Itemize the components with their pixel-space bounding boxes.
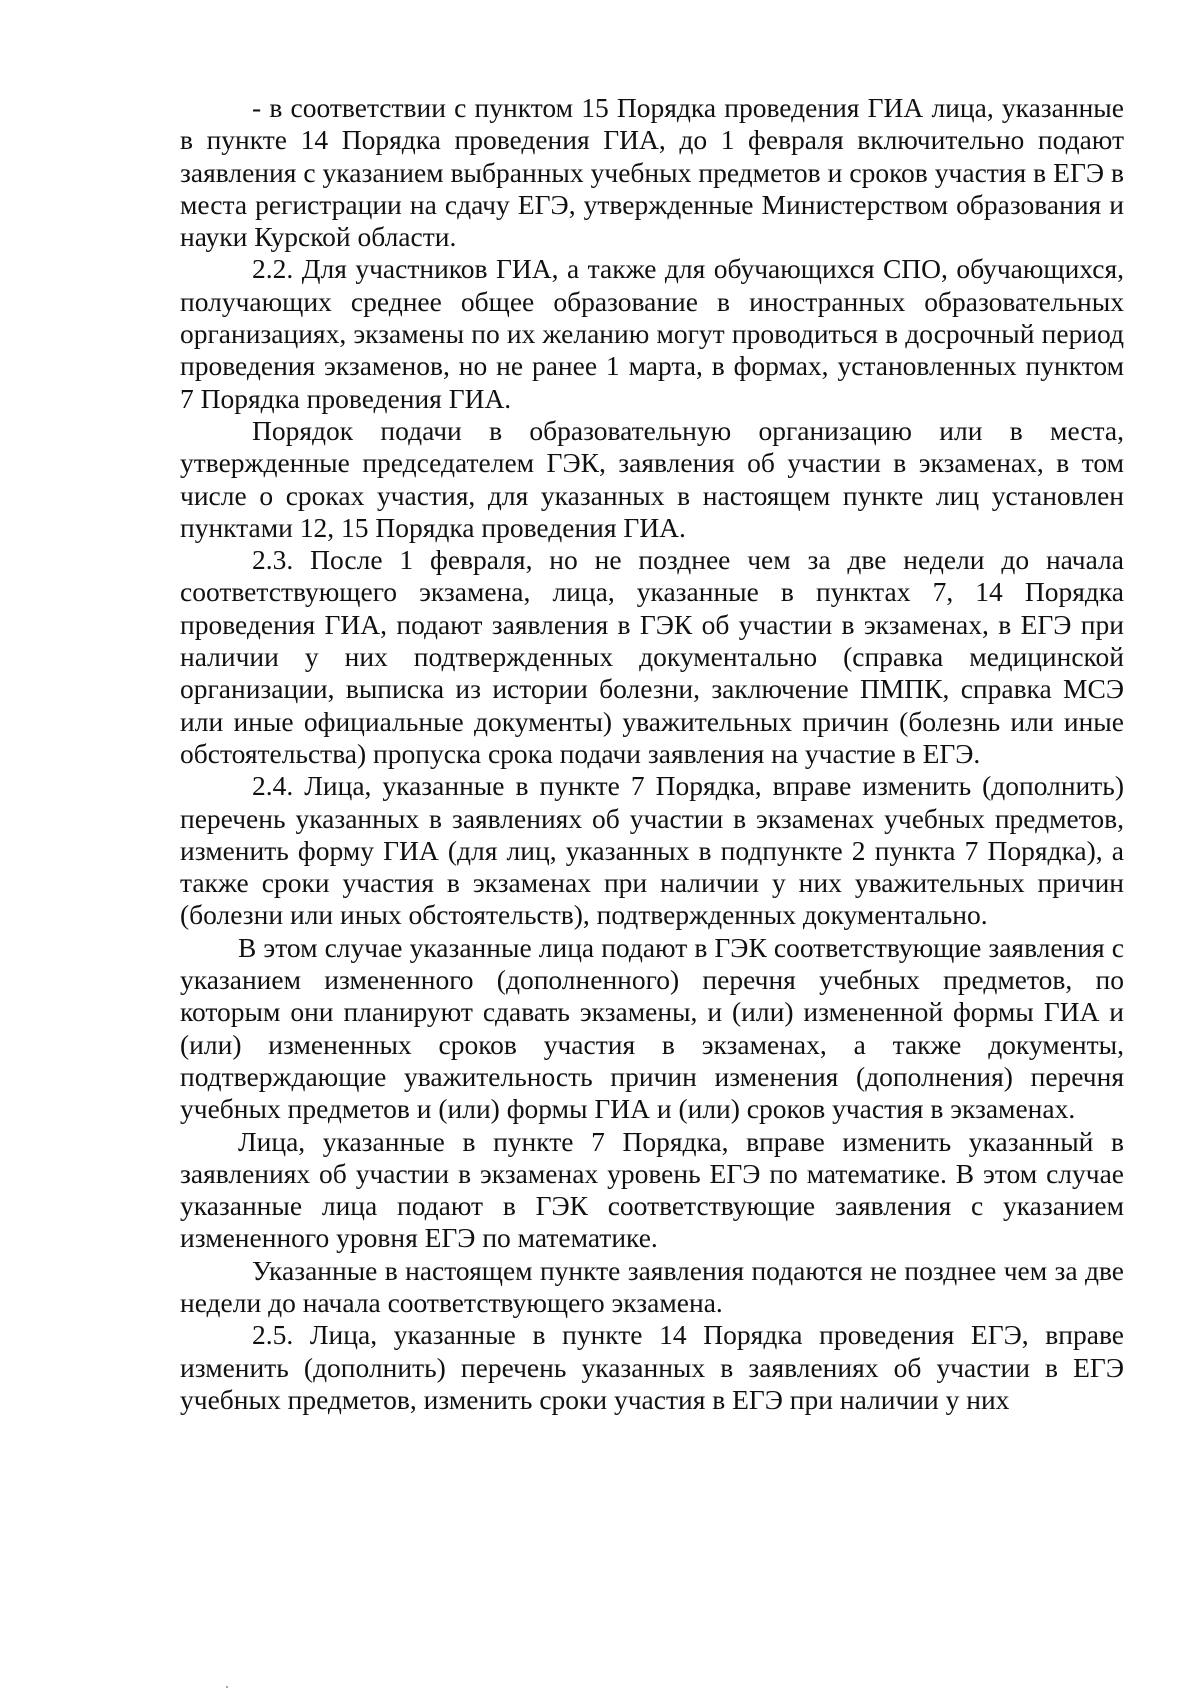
- paragraph-2-4-change-subjects: 2.4. Лица, указанные в пункте 7 Порядка, вправе изменить (дополнить) перечень указанных в заявлениях об участии в экзаменах учебных предметов, изменить форму ГИА (для лиц, указанных в подпункте 2 пункта 7 Порядка), а также сроки участия в экзаменах при наличии у них уважительных причин (болезни или иных обстоятельств), подтвержденных документально.: [180, 770, 1124, 931]
- paragraph-2-5-ege-changes: 2.5. Лица, указанные в пункте 14 Порядка проведения ЕГЭ, вправе изменить (дополнить) перечень указанных в заявлениях об участии в ЕГЭ учебных предметов, изменить сроки участия в ЕГЭ при наличии у них: [180, 1319, 1124, 1415]
- paragraph-submission-deadline: Указанные в настоящем пункте заявления подаются не позднее чем за две недели до начала соответствующего экзамена.: [180, 1254, 1124, 1318]
- scan-speck: [226, 1686, 228, 1688]
- paragraph-registration-deadline: - в соответствии с пунктом 15 Порядка проведения ГИА лица, указанные в пункте 14 Порядка проведения ГИА, до 1 февраля включительно подают заявления с указанием выбранных учебных предметов и сроков участия в ЕГЭ в места регистрации на сдачу ЕГЭ, утвержденные Министерством образования и науки Курской области.: [180, 92, 1124, 253]
- paragraph-math-level-change: Лица, указанные в пункте 7 Порядка, вправе изменить указанный в заявлениях об участии в экзаменах уровень ЕГЭ по математике. В этом случае указанные лица подают в ГЭК соответствующие заявления с указанием измененного уровня ЕГЭ по математике.: [180, 1125, 1124, 1254]
- paragraph-change-documents: В этом случае указанные лица подают в ГЭК соответствующие заявления с указанием измененного (дополненного) перечня учебных предметов, по которым они планируют сдавать экзамены, и (или) измененной формы ГИА и (или) измененных сроков участия в экзаменах, а также документы, подтверждающие уважительность причин изменения (дополнения) перечня учебных предметов и (или) формы ГИА и (или) сроков участия в экзаменах.: [180, 931, 1124, 1125]
- document-page: [180, 92, 1124, 1416]
- paragraph-application-procedure: Порядок подачи в образовательную организацию или в места, утвержденные председателем ГЭК, заявления об участии в экзаменах, в том числе о сроках участия, для указанных в настоящем пункте лиц установлен пунктами 12, 15 Порядка проведения ГИА.: [180, 414, 1124, 543]
- paragraph-2-2-early-period: 2.2. Для участников ГИА, а также для обучающихся СПО, обучающихся, получающих среднее общее образование в иностранных образовательных организациях, экзамены по их желанию могут проводиться в досрочный период проведения экзаменов, но не ранее 1 марта, в формах, установленных пунктом 7 Порядка проведения ГИА.: [180, 253, 1124, 414]
- paragraph-2-3-late-applications: 2.3. После 1 февраля, но не позднее чем за две недели до начала соответствующего экзамена, лица, указанные в пунктах 7, 14 Порядка проведения ГИА, подают заявления в ГЭК об участии в экзаменах, в ЕГЭ при наличии у них подтвержденных документально (справка медицинской организации, выписка из истории болезни, заключение ПМПК, справка МСЭ или иные официальные документы) уважительных причин (болезнь или иные обстоятельства) пропуска срока подачи заявления на участие в ЕГЭ.: [180, 544, 1124, 769]
